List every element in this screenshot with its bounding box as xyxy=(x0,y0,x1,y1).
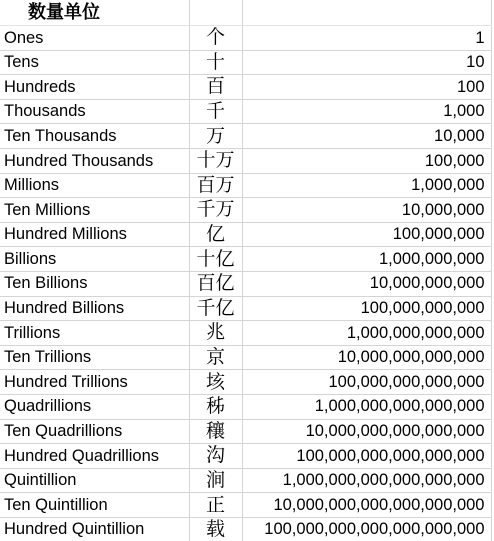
chinese-unit-cell[interactable]: 京 xyxy=(189,345,242,370)
chinese-unit-cell[interactable]: 十 xyxy=(189,50,242,75)
english-unit-cell[interactable]: Ten Millions xyxy=(0,198,189,223)
numeric-value-cell[interactable]: 10,000,000,000,000,000,000 xyxy=(242,493,491,518)
chinese-unit-cell[interactable]: 万 xyxy=(189,124,242,149)
table-row xyxy=(0,124,491,149)
table-row xyxy=(0,468,491,493)
numeric-value-cell[interactable]: 1 xyxy=(242,26,491,51)
table-row xyxy=(0,517,491,541)
table-row xyxy=(0,271,491,296)
numeric-value-cell[interactable]: 10,000,000,000 xyxy=(242,271,491,296)
table-row xyxy=(0,198,491,223)
numeric-value-cell[interactable]: 10,000,000,000,000 xyxy=(242,345,491,370)
numeric-value-cell[interactable]: 1,000,000,000,000,000 xyxy=(242,394,491,419)
numeric-value-cell[interactable]: 1,000,000 xyxy=(242,173,491,198)
chinese-unit-cell[interactable]: 秭 xyxy=(189,394,242,419)
numeric-value-cell[interactable]: 100,000,000,000,000 xyxy=(242,370,491,395)
table-row xyxy=(0,247,491,272)
english-unit-cell[interactable]: Ten Quintillion xyxy=(0,493,189,518)
chinese-unit-cell[interactable]: 沟 xyxy=(189,444,242,469)
title-cell[interactable]: 数量单位 xyxy=(0,0,189,26)
table-row xyxy=(0,419,491,444)
table-row xyxy=(0,222,491,247)
english-unit-cell[interactable]: Trillions xyxy=(0,321,189,346)
english-unit-cell[interactable]: Hundred Quadrillions xyxy=(0,444,189,469)
table-row xyxy=(0,370,491,395)
chinese-unit-cell[interactable]: 兆 xyxy=(189,321,242,346)
chinese-unit-cell[interactable]: 十万 xyxy=(189,148,242,173)
table-row xyxy=(0,345,491,370)
numeric-value-cell[interactable]: 10,000 xyxy=(242,124,491,149)
chinese-unit-cell[interactable]: 涧 xyxy=(189,468,242,493)
chinese-unit-cell[interactable]: 载 xyxy=(189,517,242,541)
english-unit-cell[interactable]: Quintillion xyxy=(0,468,189,493)
numeric-value-cell[interactable]: 10,000,000,000,000,000 xyxy=(242,419,491,444)
table-row xyxy=(0,493,491,518)
table-row xyxy=(0,75,491,100)
table-row xyxy=(0,394,491,419)
chinese-unit-cell[interactable]: 穰 xyxy=(189,419,242,444)
chinese-unit-cell[interactable]: 个 xyxy=(189,26,242,51)
numeric-value-cell[interactable]: 10 xyxy=(242,50,491,75)
english-unit-cell[interactable]: Millions xyxy=(0,173,189,198)
empty-cell[interactable] xyxy=(242,0,491,26)
chinese-unit-cell[interactable]: 千 xyxy=(189,99,242,124)
table-row xyxy=(0,296,491,321)
table-row xyxy=(0,99,491,124)
english-unit-cell[interactable]: Hundred Thousands xyxy=(0,148,189,173)
english-unit-cell[interactable]: Tens xyxy=(0,50,189,75)
chinese-unit-cell[interactable]: 垓 xyxy=(189,370,242,395)
chinese-unit-cell[interactable]: 千亿 xyxy=(189,296,242,321)
chinese-unit-cell[interactable]: 正 xyxy=(189,493,242,518)
english-unit-cell[interactable]: Quadrillions xyxy=(0,394,189,419)
english-unit-cell[interactable]: Hundreds xyxy=(0,75,189,100)
numeric-value-cell[interactable]: 100,000 xyxy=(242,148,491,173)
english-unit-cell[interactable]: Ten Billions xyxy=(0,271,189,296)
english-unit-cell[interactable]: Hundred Billions xyxy=(0,296,189,321)
title-row xyxy=(0,0,491,26)
table-row xyxy=(0,50,491,75)
chinese-unit-cell[interactable]: 千万 xyxy=(189,198,242,223)
english-unit-cell[interactable]: Hundred Quintillion xyxy=(0,517,189,541)
chinese-unit-cell[interactable]: 百亿 xyxy=(189,271,242,296)
chinese-unit-cell[interactable]: 百 xyxy=(189,75,242,100)
empty-cell[interactable] xyxy=(189,0,242,26)
numeric-value-cell[interactable]: 100 xyxy=(242,75,491,100)
table-row xyxy=(0,444,491,469)
english-unit-cell[interactable]: Hundred Millions xyxy=(0,222,189,247)
numeric-value-cell[interactable]: 1,000,000,000,000 xyxy=(242,321,491,346)
table-row xyxy=(0,148,491,173)
numeric-value-cell[interactable]: 1,000 xyxy=(242,99,491,124)
chinese-unit-cell[interactable]: 十亿 xyxy=(189,247,242,272)
english-unit-cell[interactable]: Ones xyxy=(0,26,189,51)
chinese-unit-cell[interactable]: 百万 xyxy=(189,173,242,198)
table-row xyxy=(0,173,491,198)
numeric-value-cell[interactable]: 100,000,000 xyxy=(242,222,491,247)
table-row xyxy=(0,26,491,51)
english-unit-cell[interactable]: Hundred Trillions xyxy=(0,370,189,395)
english-unit-cell[interactable]: Thousands xyxy=(0,99,189,124)
numeric-value-cell[interactable]: 1,000,000,000,000,000,000 xyxy=(242,468,491,493)
english-unit-cell[interactable]: Ten Trillions xyxy=(0,345,189,370)
chinese-unit-cell[interactable]: 亿 xyxy=(189,222,242,247)
numeric-value-cell[interactable]: 100,000,000,000,000,000 xyxy=(242,444,491,469)
numeric-value-cell[interactable]: 1,000,000,000 xyxy=(242,247,491,272)
english-unit-cell[interactable]: Ten Thousands xyxy=(0,124,189,149)
numeric-value-cell[interactable]: 100,000,000,000 xyxy=(242,296,491,321)
numeric-value-cell[interactable]: 100,000,000,000,000,000,000 xyxy=(242,517,491,541)
numeric-value-cell[interactable]: 10,000,000 xyxy=(242,198,491,223)
english-unit-cell[interactable]: Ten Quadrillions xyxy=(0,419,189,444)
english-unit-cell[interactable]: Billions xyxy=(0,247,189,272)
table-row xyxy=(0,321,491,346)
